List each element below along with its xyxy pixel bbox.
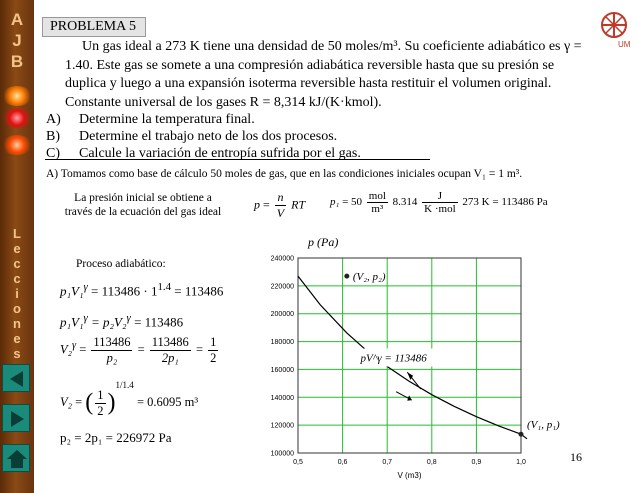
fraction xyxy=(91,335,132,366)
numerator: 1 xyxy=(210,335,217,349)
nav-home-button[interactable] xyxy=(2,444,30,472)
eq-sup: γ xyxy=(83,312,88,324)
point-label: (V₂, p₂) xyxy=(352,271,386,284)
equation-4: V₂ = ( $\frac{1}{2}$ )$^{1/1.4}$ = 0.6095 m³ xyxy=(60,380,199,418)
numerator: 113486 xyxy=(151,335,189,349)
eq-term: = p₂V₂ xyxy=(87,314,127,330)
equation-3: V₂$^\gamma$ = $\frac{113486}{\text{p₂}}$ = $\frac{113486}{\text{2p₁}}$ = $\frac{1}{2}$ xyxy=(60,335,217,365)
logo-text: UM xyxy=(618,40,631,49)
denominator: K ·mol xyxy=(424,203,456,215)
eq-symbol: p₁ xyxy=(330,196,340,209)
eq-sup: 1/1.4 xyxy=(115,380,134,390)
x-tick-label: 0,7 xyxy=(382,459,393,466)
paren: ( xyxy=(85,389,94,416)
pressure-text-line: través de la ecuación del gas ideal xyxy=(64,206,222,218)
numerator: J xyxy=(422,190,457,203)
fraction xyxy=(208,335,218,366)
x-tick-label: 0,6 xyxy=(337,459,348,466)
sidebar-letter: J xyxy=(12,31,22,50)
y-tick-label: 200000 xyxy=(270,311,294,319)
question-label: A) xyxy=(46,112,61,127)
eq-sup: γ xyxy=(126,312,131,324)
sidebar-letter: i xyxy=(15,286,19,301)
nav-back-button[interactable] xyxy=(2,364,30,392)
arrow-right-icon xyxy=(3,405,31,433)
y-tick-label: 140000 xyxy=(270,394,294,402)
pressure-text-line: La presión inicial se obtiene a xyxy=(74,192,212,204)
curve-annotation: pV^γ = 113486 xyxy=(360,352,427,365)
eq-sup: γ xyxy=(83,281,88,293)
x-tick-label: 0,5 xyxy=(293,459,303,466)
glow-decoration xyxy=(2,135,32,155)
equation-5: p₂ = 2p₁ = 226972 Pa xyxy=(60,430,172,445)
sidebar-letter: A xyxy=(10,10,24,29)
p1-equation: p₁ = 50 $\frac{\text{mol}}{\text{m³}}$ 8.314 $\frac{J}{\text{K ·mol}}$ 273 K = 113486 Pa xyxy=(330,190,548,215)
problem-statement xyxy=(65,38,632,112)
pv-chart xyxy=(250,230,560,485)
denominator: 2 xyxy=(210,351,217,365)
sidebar-letter: n xyxy=(13,316,21,331)
question-label: B) xyxy=(46,129,60,144)
x-tick-label: 0,9 xyxy=(471,459,482,466)
eq-result: = 0.6095 m³ xyxy=(136,395,199,409)
eq-term: V₂ xyxy=(60,395,72,409)
eq-sup: 1.4 xyxy=(157,281,171,293)
fraction xyxy=(422,190,457,215)
glow-decoration xyxy=(2,86,32,106)
denominator: V xyxy=(276,206,285,220)
question-b xyxy=(46,128,337,145)
eq-value: 50 xyxy=(351,196,363,209)
x-tick-label: 1,0 xyxy=(516,459,526,466)
glow-decoration xyxy=(2,108,32,128)
y-tick-label: 120000 xyxy=(270,422,294,430)
page-title: PROBLEMA 5 xyxy=(42,17,146,37)
eq-term: = 113486 · 1 xyxy=(87,283,158,299)
denominator: 2p₁ xyxy=(161,351,179,365)
numerator: n xyxy=(275,190,286,206)
adiabatic-label: Proceso adiabático: xyxy=(76,258,166,270)
sidebar-letter: L xyxy=(13,226,21,241)
data-point xyxy=(519,432,524,437)
question-a xyxy=(46,111,255,128)
eq-value: 8.314 xyxy=(392,196,418,209)
sidebar-letter: e xyxy=(13,331,21,346)
numerator: mol xyxy=(368,190,386,202)
denominator: 2 xyxy=(97,403,104,418)
nav-forward-button[interactable] xyxy=(2,404,30,432)
ideal-gas-equation xyxy=(254,190,305,221)
pressure-text xyxy=(48,191,238,219)
eq-term: p₁V₁ xyxy=(60,314,84,330)
numerator: 1 xyxy=(97,387,104,402)
sidebar-letter: e xyxy=(13,241,21,256)
numerator: 113486 xyxy=(93,335,131,349)
eq-symbol: = xyxy=(263,197,270,212)
solution-intro: A) Tomamos como base de cálculo 50 moles de gas, que en las condiciones iniciales ocupan V₁ = 1 m³. xyxy=(46,168,523,180)
eq-term: p₁V₁ xyxy=(60,283,84,299)
eq-symbol: RT xyxy=(291,197,306,212)
eq-term: = 113486 xyxy=(130,314,184,330)
question-text: Determine el trabajo neto de los dos procesos. xyxy=(79,129,338,144)
y-axis-label: p (Pa) xyxy=(308,235,339,249)
question-label: C) xyxy=(46,146,60,161)
equation-2 xyxy=(60,312,183,330)
sidebar-letter: s xyxy=(13,346,21,361)
sidebar-letter: o xyxy=(13,301,21,316)
problem-line: Un gas ideal a 273 K tiene una densidad de 50 moles/m³. Su coeficiente adiabático es γ = xyxy=(82,39,582,54)
question-text: Calcule la variación de entropía sufrida por el gas. xyxy=(79,146,361,161)
problem-line: duplica y luego a una expansión isoterma reversible hasta restituir el volumen original. xyxy=(65,76,552,91)
fraction xyxy=(275,190,286,221)
y-tick-label: 220000 xyxy=(270,283,294,291)
y-tick-label: 240000 xyxy=(270,255,294,263)
question-text: Determine la temperatura final. xyxy=(79,112,255,127)
arrow-left-icon xyxy=(3,365,31,393)
fraction xyxy=(150,335,191,366)
problem-line: Constante universal de los gases R = 8,314 kJ/(K·kmol). xyxy=(65,94,382,110)
denominator: m³ xyxy=(371,203,384,215)
sidebar-letter: c xyxy=(13,256,21,271)
y-tick-label: 160000 xyxy=(270,366,294,374)
eq-symbol: p xyxy=(254,197,260,212)
eq-sup: γ xyxy=(71,340,77,352)
y-tick-label: 100000 xyxy=(270,450,294,458)
sidebar-letter: B xyxy=(10,52,24,71)
data-point xyxy=(344,274,349,279)
eq-term: V₂ xyxy=(60,342,72,357)
sidebar xyxy=(0,0,34,493)
page-number: 16 xyxy=(570,450,582,464)
sidebar-letter: c xyxy=(13,271,21,286)
x-axis-label: V (m3) xyxy=(397,471,422,480)
equation-1 xyxy=(60,281,223,299)
problem-line: 1.40. Este gas se somete a una compresión adiabática reversible hasta que su presión se xyxy=(65,57,555,73)
fraction xyxy=(95,388,105,419)
x-tick-label: 0,8 xyxy=(426,459,437,466)
eq-result: = 113486 Pa xyxy=(492,196,548,209)
point-label: (V₁, p₁) xyxy=(527,419,560,432)
eq-term: = 113486 xyxy=(171,283,224,299)
paren: ) xyxy=(107,389,116,416)
divider xyxy=(45,159,430,160)
eq-value: 273 K xyxy=(462,196,490,209)
y-tick-label: 180000 xyxy=(270,339,294,347)
home-icon xyxy=(3,445,31,473)
denominator: p₂ xyxy=(106,351,118,365)
fraction xyxy=(367,190,388,215)
